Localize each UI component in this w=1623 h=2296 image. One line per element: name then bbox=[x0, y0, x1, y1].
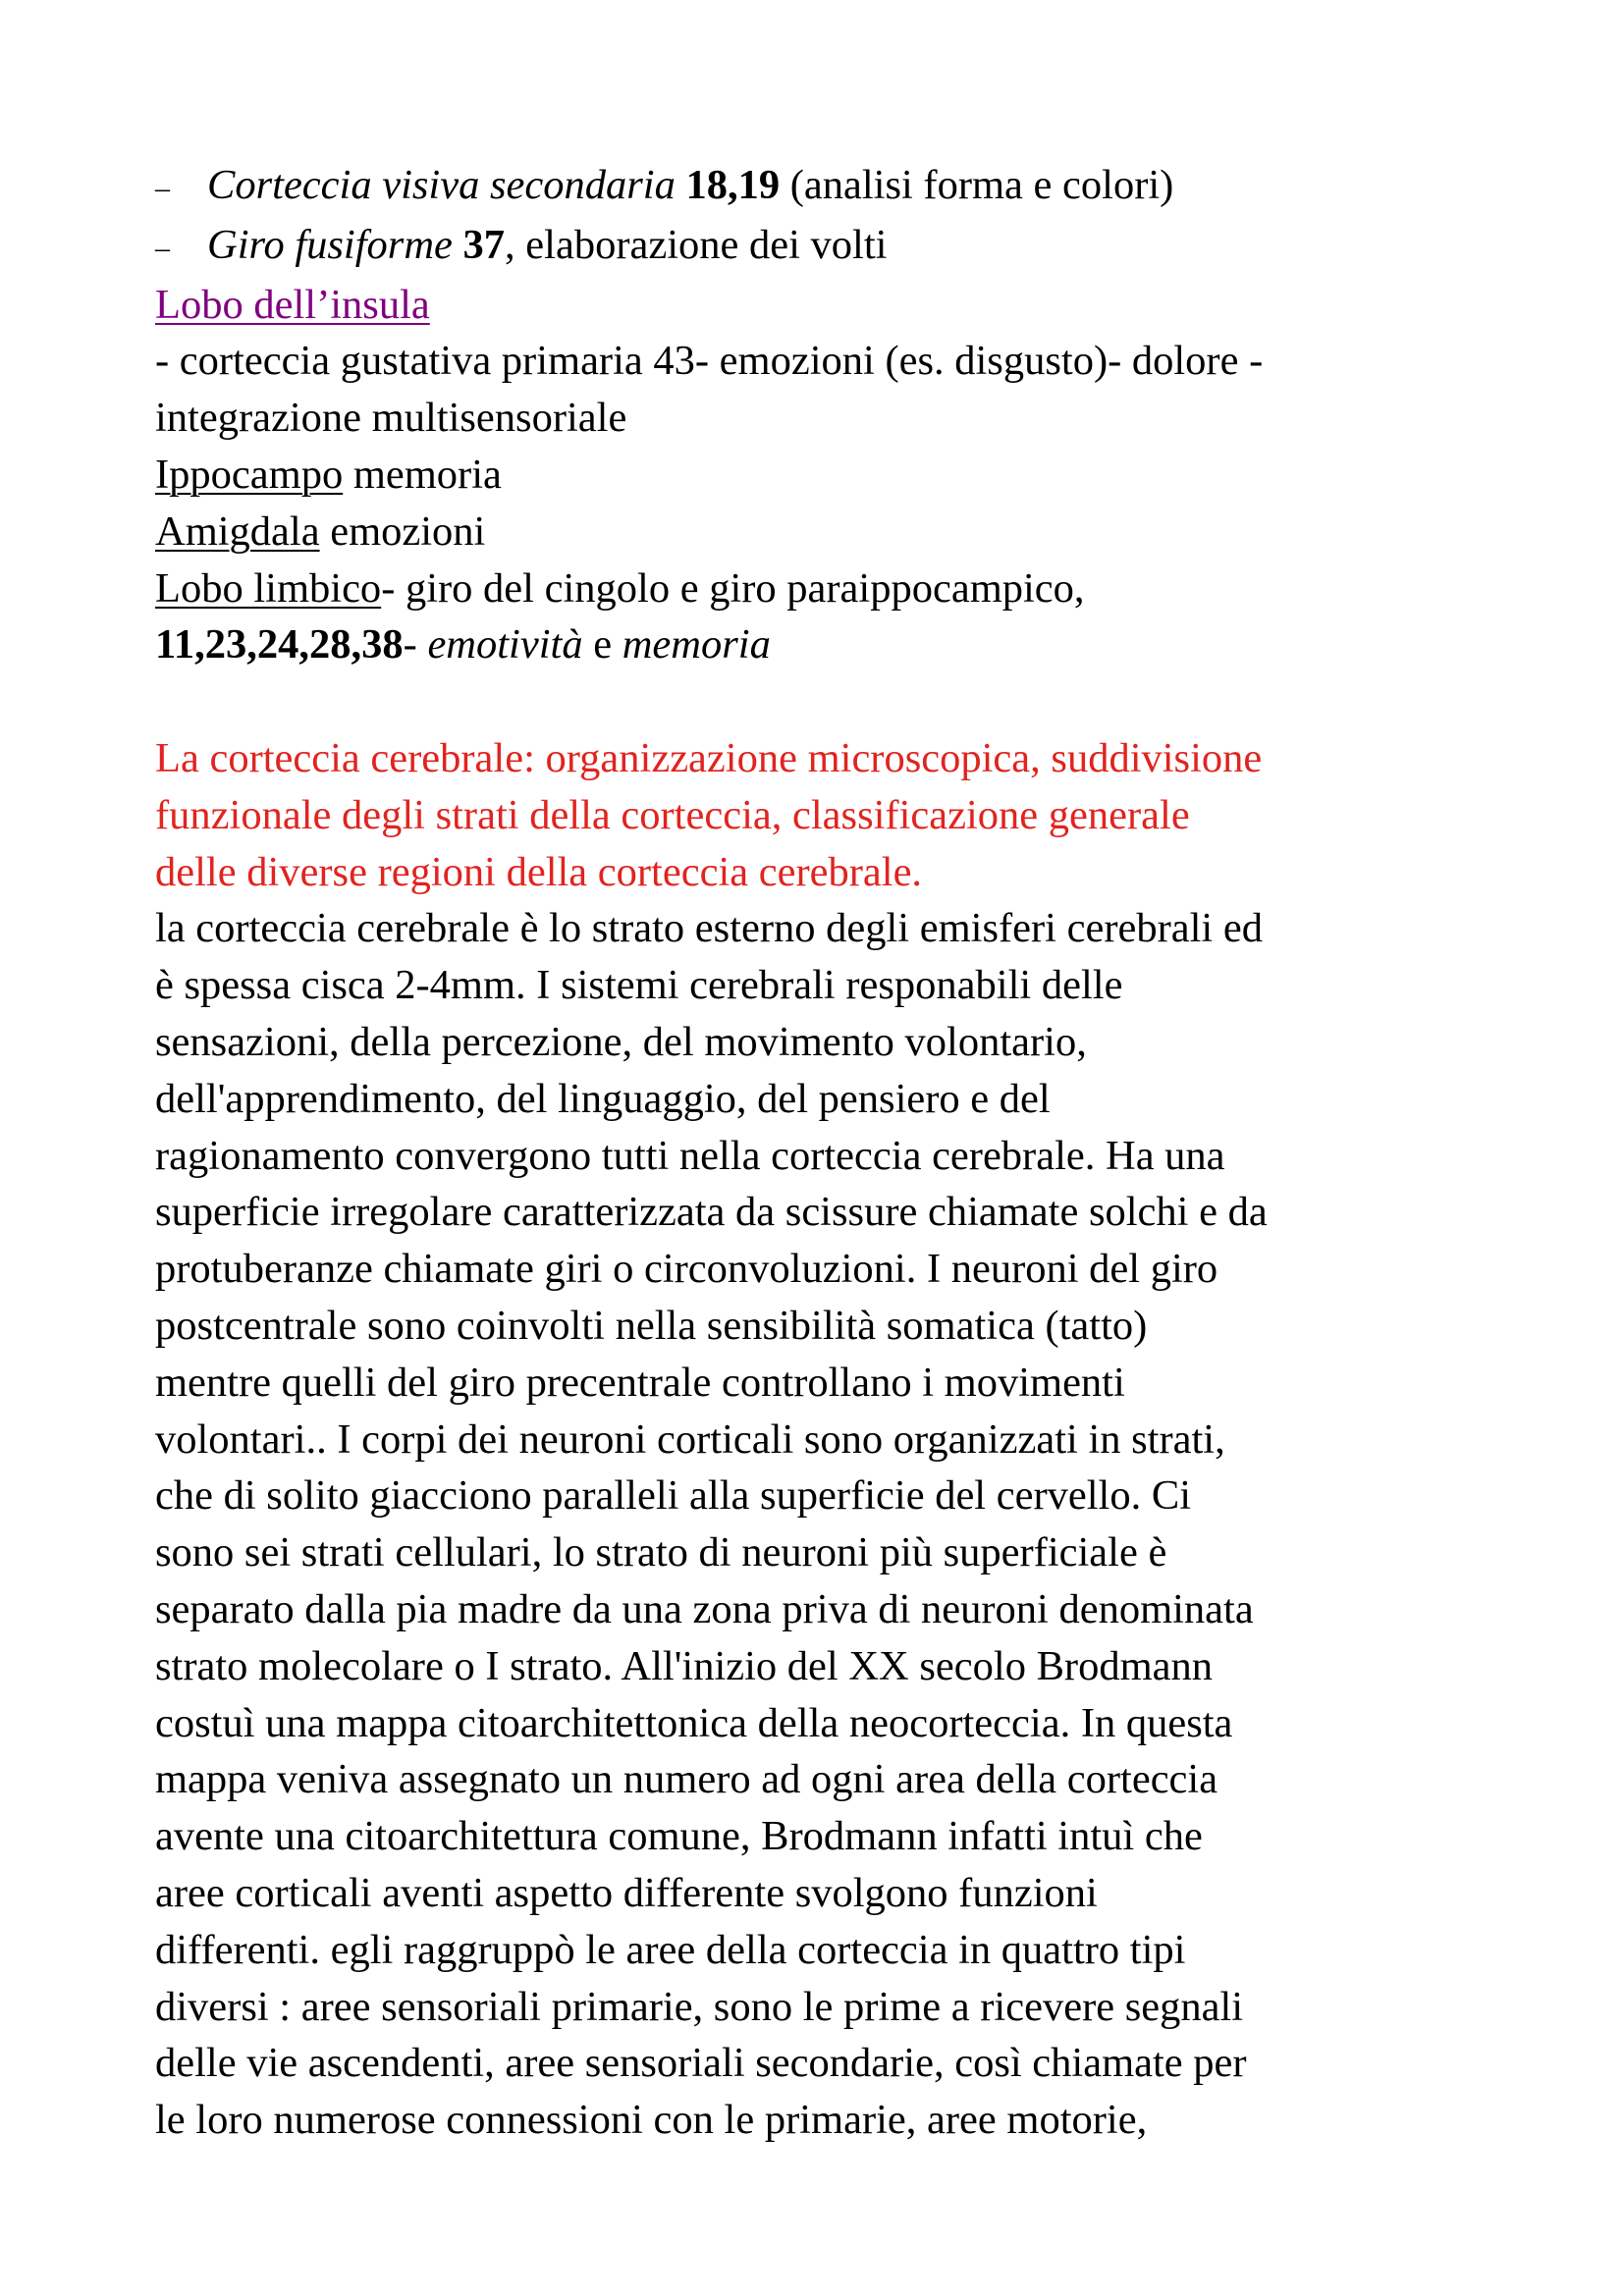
text-run: è spessa cisca 2-4mm. I sistemi cerebrali responabili delle bbox=[155, 962, 1123, 1009]
text-line bbox=[155, 730, 1490, 787]
text-run: che di solito giacciono paralleli alla superficie del cervello. Ci bbox=[155, 1472, 1192, 1520]
text-run: Lobo limbico bbox=[155, 564, 382, 612]
text-run: Lobo dell’insula bbox=[155, 281, 430, 328]
text-run: (analisi forma e colori) bbox=[780, 162, 1174, 208]
text-run: Corteccia visiva secondaria bbox=[207, 162, 676, 208]
text-run: separato dalla pia madre da una zona priva di neuroni denominata bbox=[155, 1585, 1254, 1632]
text-run: aree corticali aventi aspetto differente svolgono funzioni bbox=[155, 1869, 1098, 1916]
text-run: Ippocampo bbox=[155, 451, 344, 498]
text-run: postcentrale sono coinvolti nella sensibilità somatica (tatto) bbox=[155, 1302, 1148, 1349]
text-line bbox=[155, 1412, 1490, 1468]
text-line bbox=[155, 1071, 1490, 1128]
text-run: costuì una mappa citoarchitettonica della neocorteccia. In questa bbox=[155, 1699, 1233, 1746]
text-run: superficie irregolare caratterizzata da scissure chiamate solchi e da bbox=[155, 1189, 1268, 1236]
bullet-list-item bbox=[155, 217, 1490, 277]
text-line bbox=[155, 1581, 1490, 1638]
document-body bbox=[155, 157, 1490, 2149]
text-run: - bbox=[403, 621, 428, 668]
text-run: funzionale degli strati della corteccia, classificazione generale bbox=[155, 791, 1190, 838]
text-line bbox=[155, 1638, 1490, 1695]
text-line bbox=[155, 616, 1490, 673]
text-run bbox=[676, 162, 686, 208]
text-line bbox=[155, 504, 1490, 561]
text-run: emozioni bbox=[319, 507, 486, 555]
bullet-marker bbox=[155, 217, 207, 277]
bullet-dash: – bbox=[155, 231, 170, 264]
text-line bbox=[155, 1808, 1490, 1865]
text-run: 11,23,24,28,38 bbox=[155, 621, 404, 668]
text-run: Giro fusiforme bbox=[207, 221, 453, 268]
text-line bbox=[155, 1014, 1490, 1071]
text-run: La corteccia cerebrale: organizzazione microscopica, suddivisione bbox=[155, 734, 1263, 781]
text-run: 18,19 bbox=[685, 162, 781, 208]
text-line bbox=[155, 447, 1490, 504]
text-run: - giro del cingolo e giro paraippocampico, bbox=[381, 564, 1085, 612]
text-run: integrazione multisensoriale bbox=[155, 395, 627, 442]
text-line bbox=[155, 1695, 1490, 1752]
text-line bbox=[155, 1355, 1490, 1412]
text-run: ragionamento convergono tutti nella corteccia cerebrale. Ha una bbox=[155, 1132, 1225, 1179]
text-line bbox=[155, 1241, 1490, 1298]
blank-line bbox=[155, 673, 1490, 730]
text-line bbox=[155, 1979, 1490, 2036]
text-line bbox=[155, 787, 1490, 844]
text-line bbox=[155, 277, 1490, 334]
text-line bbox=[155, 1524, 1490, 1581]
text-run: dell'apprendimento, del linguaggio, del pensiero e del bbox=[155, 1075, 1051, 1122]
text-run: differenti. egli raggruppò le aree della corteccia in quattro tipi bbox=[155, 1926, 1186, 1973]
text-run: e bbox=[582, 621, 622, 668]
text-run: avente una citoarchitettura comune, Brodmann infatti intuì che bbox=[155, 1813, 1203, 1860]
text-line bbox=[155, 2092, 1490, 2149]
text-line bbox=[155, 1468, 1490, 1524]
text-line bbox=[155, 900, 1490, 957]
text-run: emotività bbox=[427, 621, 583, 668]
text-run: diversi : aree sensoriali primarie, sono le prime a ricevere segnali bbox=[155, 1983, 1244, 2030]
text-line bbox=[155, 1922, 1490, 1979]
text-run: le loro numerose connessioni con le primarie, aree motorie, bbox=[155, 2097, 1148, 2144]
text-run: sensazioni, della percezione, del movimento volontario, bbox=[155, 1018, 1087, 1065]
text-run: , elaborazione dei volti bbox=[505, 221, 888, 268]
text-run: mappa veniva assegnato un numero ad ogni area della corteccia bbox=[155, 1756, 1218, 1803]
text-line bbox=[155, 2035, 1490, 2092]
text-line bbox=[155, 1865, 1490, 1922]
text-line bbox=[155, 333, 1490, 390]
text-run: volontari.. I corpi dei neuroni corticali sono organizzati in strati, bbox=[155, 1415, 1225, 1463]
text-line bbox=[155, 1184, 1490, 1241]
text-line bbox=[155, 561, 1490, 617]
text-run bbox=[453, 222, 463, 268]
bullet-marker bbox=[155, 157, 207, 217]
text-run: sono sei strati cellulari, lo strato di neuroni più superficiale è bbox=[155, 1529, 1167, 1576]
bullet-dash: – bbox=[155, 172, 170, 204]
text-run: la corteccia cerebrale è lo strato esterno degli emisferi cerebrali ed bbox=[155, 905, 1263, 952]
text-run: mentre quelli del giro precentrale controllano i movimenti bbox=[155, 1359, 1125, 1406]
text-line bbox=[155, 957, 1490, 1014]
text-run: delle vie ascendenti, aree sensoriali secondarie, così chiamate per bbox=[155, 2040, 1247, 2087]
text-run: delle diverse regioni della corteccia cerebrale. bbox=[155, 848, 923, 895]
text-run: Amigdala bbox=[155, 507, 320, 555]
text-run: strato molecolare o I strato. All'inizio del XX secolo Brodmann bbox=[155, 1642, 1213, 1689]
bullet-list-item bbox=[155, 157, 1490, 217]
text-run: 37 bbox=[462, 221, 506, 268]
text-line bbox=[155, 1298, 1490, 1355]
text-line bbox=[155, 1128, 1490, 1185]
text-run: memoria bbox=[343, 451, 502, 498]
text-line bbox=[155, 1751, 1490, 1808]
text-line bbox=[155, 390, 1490, 447]
text-run: - corteccia gustativa primaria 43- emozioni (es. disgusto)- dolore - bbox=[155, 338, 1264, 385]
text-line bbox=[155, 844, 1490, 901]
text-run: protuberanze chiamate giri o circonvoluzioni. I neuroni del giro bbox=[155, 1246, 1218, 1293]
text-run: memoria bbox=[622, 621, 771, 668]
